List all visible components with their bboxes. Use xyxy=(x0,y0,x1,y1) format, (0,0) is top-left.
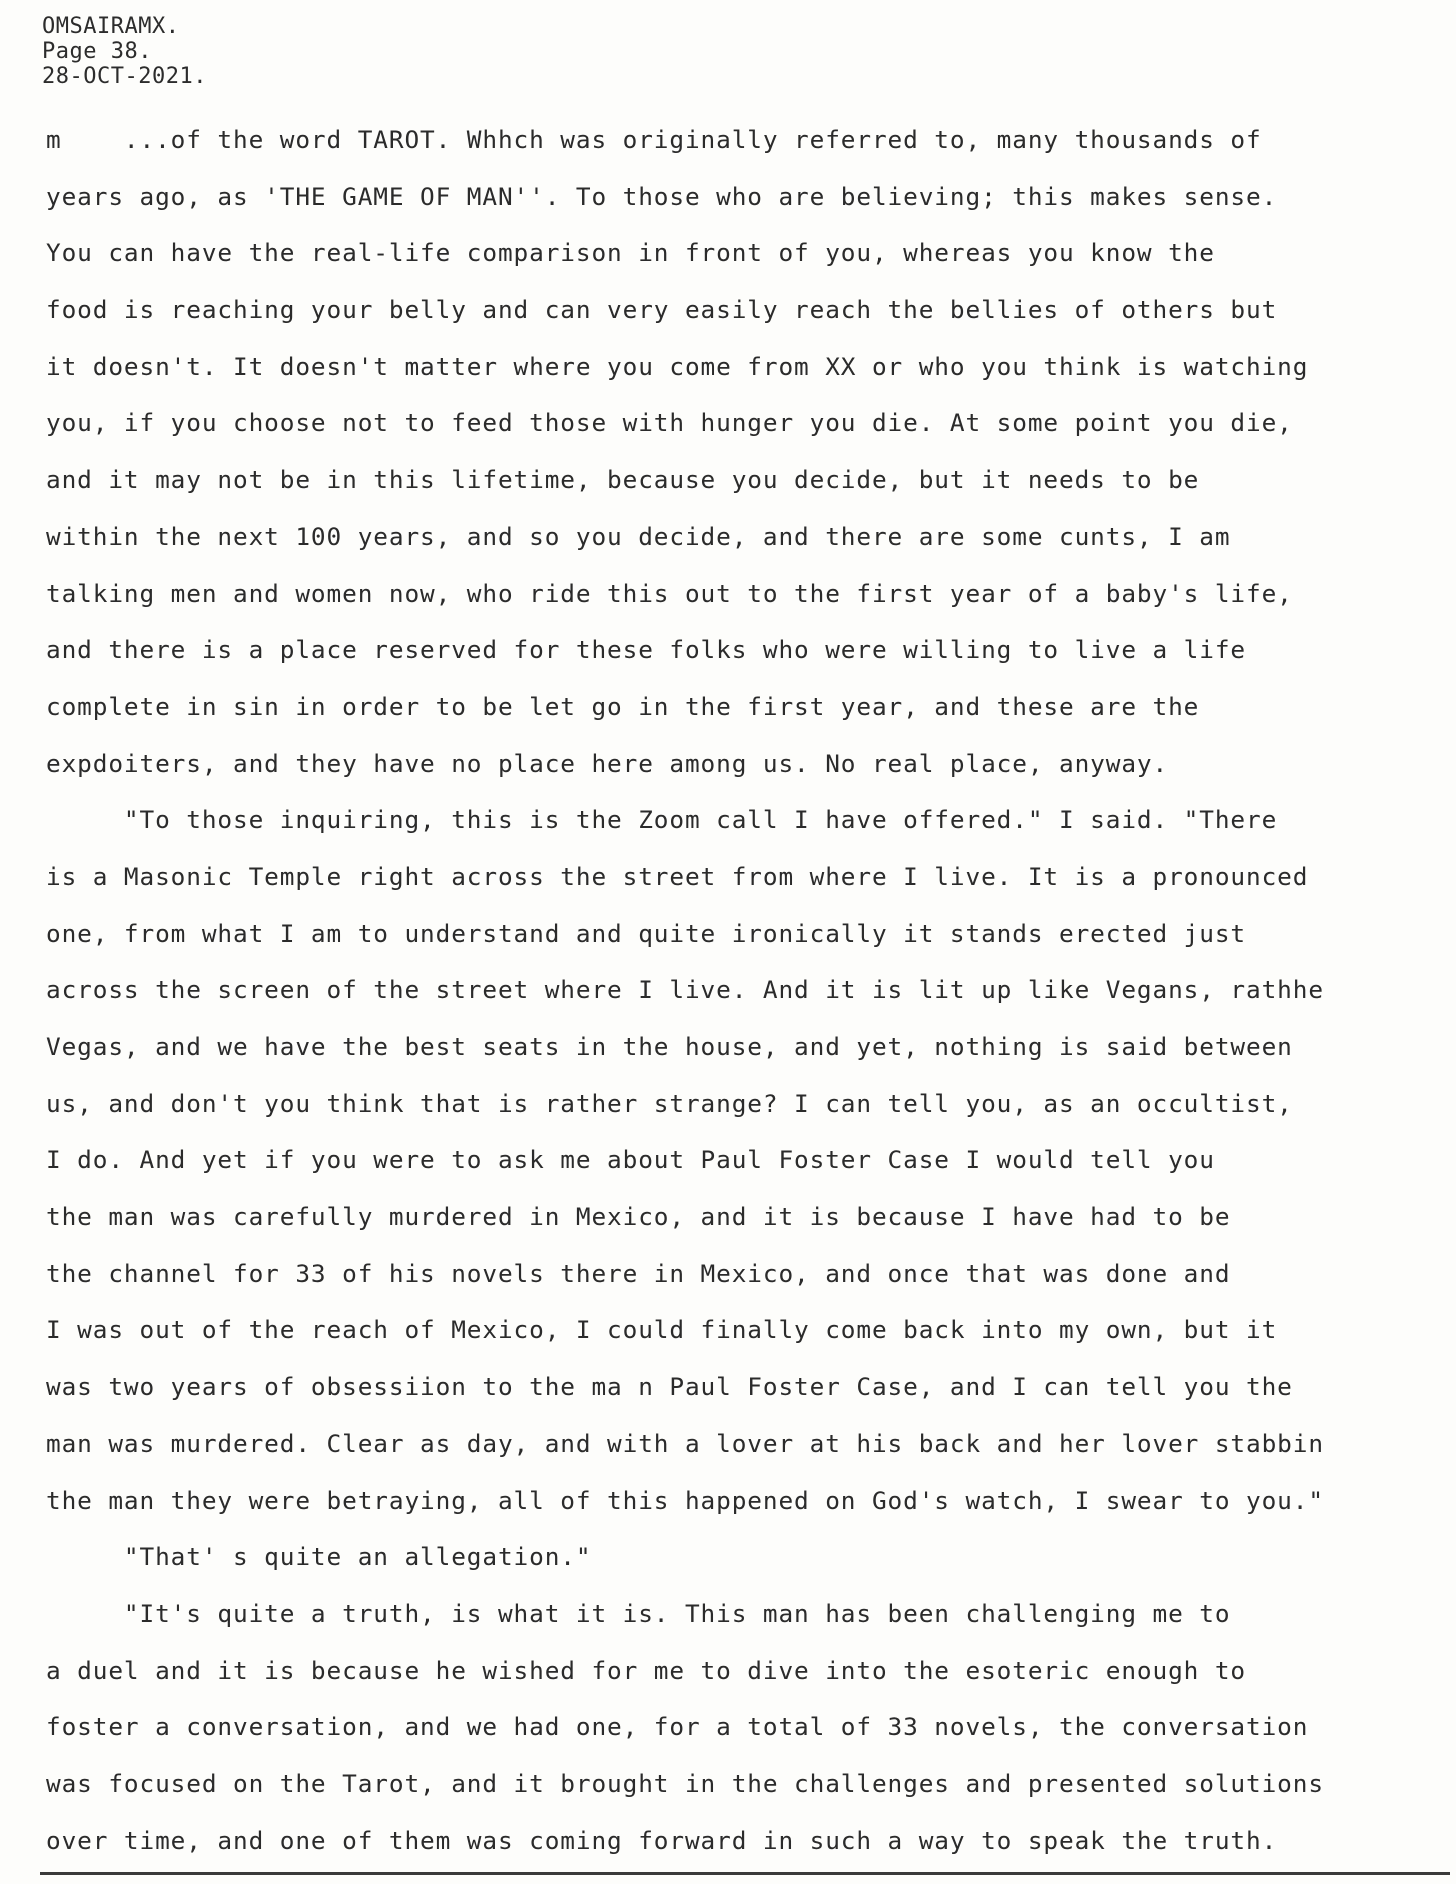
text-line: within the next 100 years, and so you decide, and there are some cunts, I am xyxy=(46,521,1231,551)
text-line: "It's quite a truth, is what it is. This man has been challenging me to xyxy=(46,1598,1231,1628)
text-line: was focused on the Tarot, and it brought in the challenges and presented solutions xyxy=(46,1768,1324,1798)
text-line: I was out of the reach of Mexico, I could finally come back into my own, but it xyxy=(46,1315,1278,1345)
page-number: Page 38. xyxy=(42,39,152,64)
text-line: years ago, as 'THE GAME OF MAN''. To those who are believing; this makes sense. xyxy=(46,181,1278,211)
text-line: foster a conversation, and we had one, for a total of 33 novels, the conversation xyxy=(46,1712,1309,1742)
text-line: expdoiters, and they have no place here among us. No real place, anyway. xyxy=(46,748,1169,778)
text-line: us, and don't you think that is rather strange? I can tell you, as an occultist, xyxy=(46,1088,1293,1118)
text-line: a duel and it is because he wished for me to dive into the esoteric enough to xyxy=(46,1655,1246,1685)
text-line: complete in sin in order to be let go in the first year, and these are the xyxy=(46,691,1200,721)
text-line: talking men and women now, who ride this out to the first year of a baby's life, xyxy=(46,578,1293,608)
text-line: you, if you choose not to feed those with hunger you die. At some point you die, xyxy=(46,408,1293,438)
text-line: was two years of obsessiion to the ma n Paul Foster Case, and I can tell you the xyxy=(46,1372,1293,1402)
text-line: the man was carefully murdered in Mexico, and it is because I have had to be xyxy=(46,1202,1231,1232)
text-line: Vegas, and we have the best seats in the house, and yet, nothing is said between xyxy=(46,1032,1293,1061)
text-line: I do. And yet if you were to ask me about Paul Foster Case I would tell you xyxy=(46,1145,1215,1175)
text-line: m ...of the word TAROT. Whhch was originally referred to, many thousands of xyxy=(46,125,1262,154)
text-line: one, from what I am to understand and quite ironically it stands erected just xyxy=(46,918,1246,948)
text-line: over time, and one of them was coming forward in such a way to speak the truth. xyxy=(46,1825,1278,1855)
body-text xyxy=(46,112,1446,1869)
text-line: the channel for 33 of his novels there in Mexico, and once that was done and xyxy=(46,1258,1231,1288)
text-line: is a Masonic Temple right across the street from where I live. It is a pronounced xyxy=(46,861,1309,891)
text-line: food is reaching your belly and can very easily reach the bellies of others but xyxy=(46,295,1278,325)
page-header xyxy=(42,14,207,89)
text-line: "To those inquiring, this is the Zoom call I have offered." I said. "There xyxy=(46,805,1278,835)
bottom-edge-rule xyxy=(40,1872,1450,1875)
text-line: and it may not be in this lifetime, because you decide, but it needs to be xyxy=(46,465,1200,495)
text-line: "That' s quite an allegation." xyxy=(46,1542,592,1572)
date-line: 28-OCT-2021. xyxy=(42,64,207,89)
text-line: and there is a place reserved for these folks who were willing to live a life xyxy=(46,635,1246,665)
text-line: the man they were betraying, all of this happened on God's watch, I swear to you." xyxy=(46,1485,1324,1515)
text-line: across the screen of the street where I live. And it is lit up like Vegans, rathhe xyxy=(46,975,1324,1005)
text-line: it doesn't. It doesn't matter where you come from XX or who you think is watching xyxy=(46,351,1309,381)
text-line: man was murdered. Clear as day, and with a lover at his back and her lover stabbin xyxy=(46,1428,1324,1458)
text-line: You can have the real-life comparison in front of you, whereas you know the xyxy=(46,238,1215,268)
author-line: OMSAIRAMX. xyxy=(42,14,180,39)
